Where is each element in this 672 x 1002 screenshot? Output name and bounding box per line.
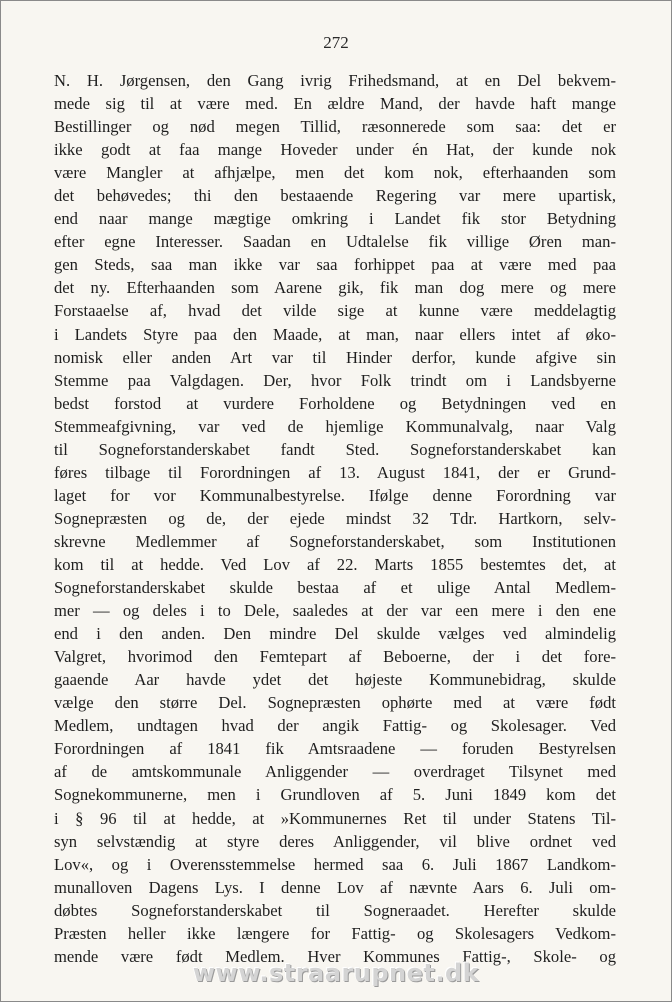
text-line: Stemme paa Valgdagen. Der, hvor Folk trindt om i Landsbyerne: [54, 370, 616, 390]
text-line: Lov«, og i Overensstemmelse hermed saa 6. Juli 1867 Landkom-: [54, 854, 616, 874]
text-line: laget for vor Kommunalbestyrelse. Ifølge denne Forordning var: [54, 485, 616, 505]
text-line: være Mangler at afhjælpe, men det kom nok, efterhaanden som: [54, 163, 616, 183]
text-line: end i den anden. Den mindre Del skulde vælges ved almindelig: [54, 624, 616, 644]
text-line: af de amtskommunale Anliggender — overdraget Tilsynet med: [54, 762, 616, 782]
text-line: skrevne Medlemmer af Sogneforstanderskabet, som Institutionen: [54, 531, 616, 551]
text-line: Sognepræsten og de, der ejede mindst 32 Tdr. Hartkorn, selv-: [54, 508, 616, 528]
text-line: gen Steds, saa man ikke var saa forhippet paa at være med paa: [54, 255, 616, 275]
watermark: www.straarupnet.dk: [192, 959, 480, 987]
text-line: Forordningen af 1841 fik Amtsraadene — foruden Bestyrelsen: [54, 739, 616, 759]
text-line: det ny. Efterhaanden som Aarene gik, fik man dog mere og mere: [54, 278, 616, 298]
text-line: Sognekommunerne, men i Grundloven af 5. Juni 1849 kom det: [54, 785, 616, 805]
page-number: 272: [323, 33, 349, 52]
text-line: Sogneforstanderskabet skulde bestaa af et ulige Antal Medlem-: [54, 578, 616, 598]
text-line: Forstaaelse af, hvad det vilde sige at kunne være meddelagtig: [54, 301, 616, 321]
text-line: mede sig til at være med. En ældre Mand, der havde haft mange: [54, 94, 616, 114]
text-line: munalloven Dagens Lys. I denne Lov af nævnte Aars 6. Juli om-: [54, 877, 616, 897]
text-line: ikke godt at faa mange Hoveder under én Hat, der kunde nok: [54, 140, 616, 160]
text-line: nomisk eller anden Art var til Hinder derfor, kunde afgive sin: [54, 347, 616, 367]
text-line: end naar mange mægtige omkring i Landet fik stor Betydning: [54, 209, 616, 229]
text-line: til Sogneforstanderskabet fandt Sted. Sogneforstanderskabet kan: [54, 439, 616, 459]
text-line: gaaende Aar havde ydet det højeste Kommunebidrag, skulde: [54, 670, 616, 690]
text-line: Medlem, undtagen hvad der angik Fattig- og Skolesager. Ved: [54, 716, 616, 736]
text-line: i § 96 til at hedde, at »Kommunernes Ret til under Statens Til-: [54, 808, 616, 828]
text-line: Præsten heller ikke længere for Fattig- og Skolesagers Vedkom-: [54, 923, 616, 943]
text-line: føres tilbage til Forordningen af 13. August 1841, der er Grund-: [54, 462, 616, 482]
text-line: Valgret, hvorimod den Femtepart af Beboerne, der i det fore-: [54, 647, 616, 667]
text-line: mende være født Medlem. Hver Kommunes Fattig-, Skole- og: [54, 946, 616, 966]
text-line: Stemmeafgivning, var ved de hjemlige Kommunalvalg, naar Valg: [54, 416, 616, 436]
text-line: vælge den større Del. Sognepræsten ophørte med at være født: [54, 693, 616, 713]
text-line: N. H. Jørgensen, den Gang ivrig Frihedsmand, at en Del bekvem-: [54, 71, 616, 90]
text-line: kom til at hedde. Ved Lov af 22. Marts 1855 bestemtes det, at: [54, 554, 616, 574]
text-line: bedst forstod at vurdere Forholdene og Betydningen ved en: [54, 393, 616, 413]
body-text: [54, 69, 616, 968]
text-line: Bestillinger og nød megen Tillid, ræsonnerede som saa: det er: [54, 117, 616, 137]
text-line: døbtes Sogneforstanderskabet til Sogneraadet. Herefter skulde: [54, 900, 616, 920]
text-line: det behøvedes; thi den bestaaende Regering var mere upartisk,: [54, 186, 616, 206]
text-line: i Landets Styre paa den Maade, at man, naar ellers intet af øko-: [54, 324, 616, 344]
text-line: efter egne Interesser. Saadan en Udtalelse fik villige Øren man-: [54, 232, 616, 252]
text-line: syn selvstændig at styre deres Anliggender, vil blive ordnet ved: [54, 831, 616, 851]
text-line: mer — og deles i to Dele, saaledes at der var een mere i den ene: [54, 601, 616, 621]
